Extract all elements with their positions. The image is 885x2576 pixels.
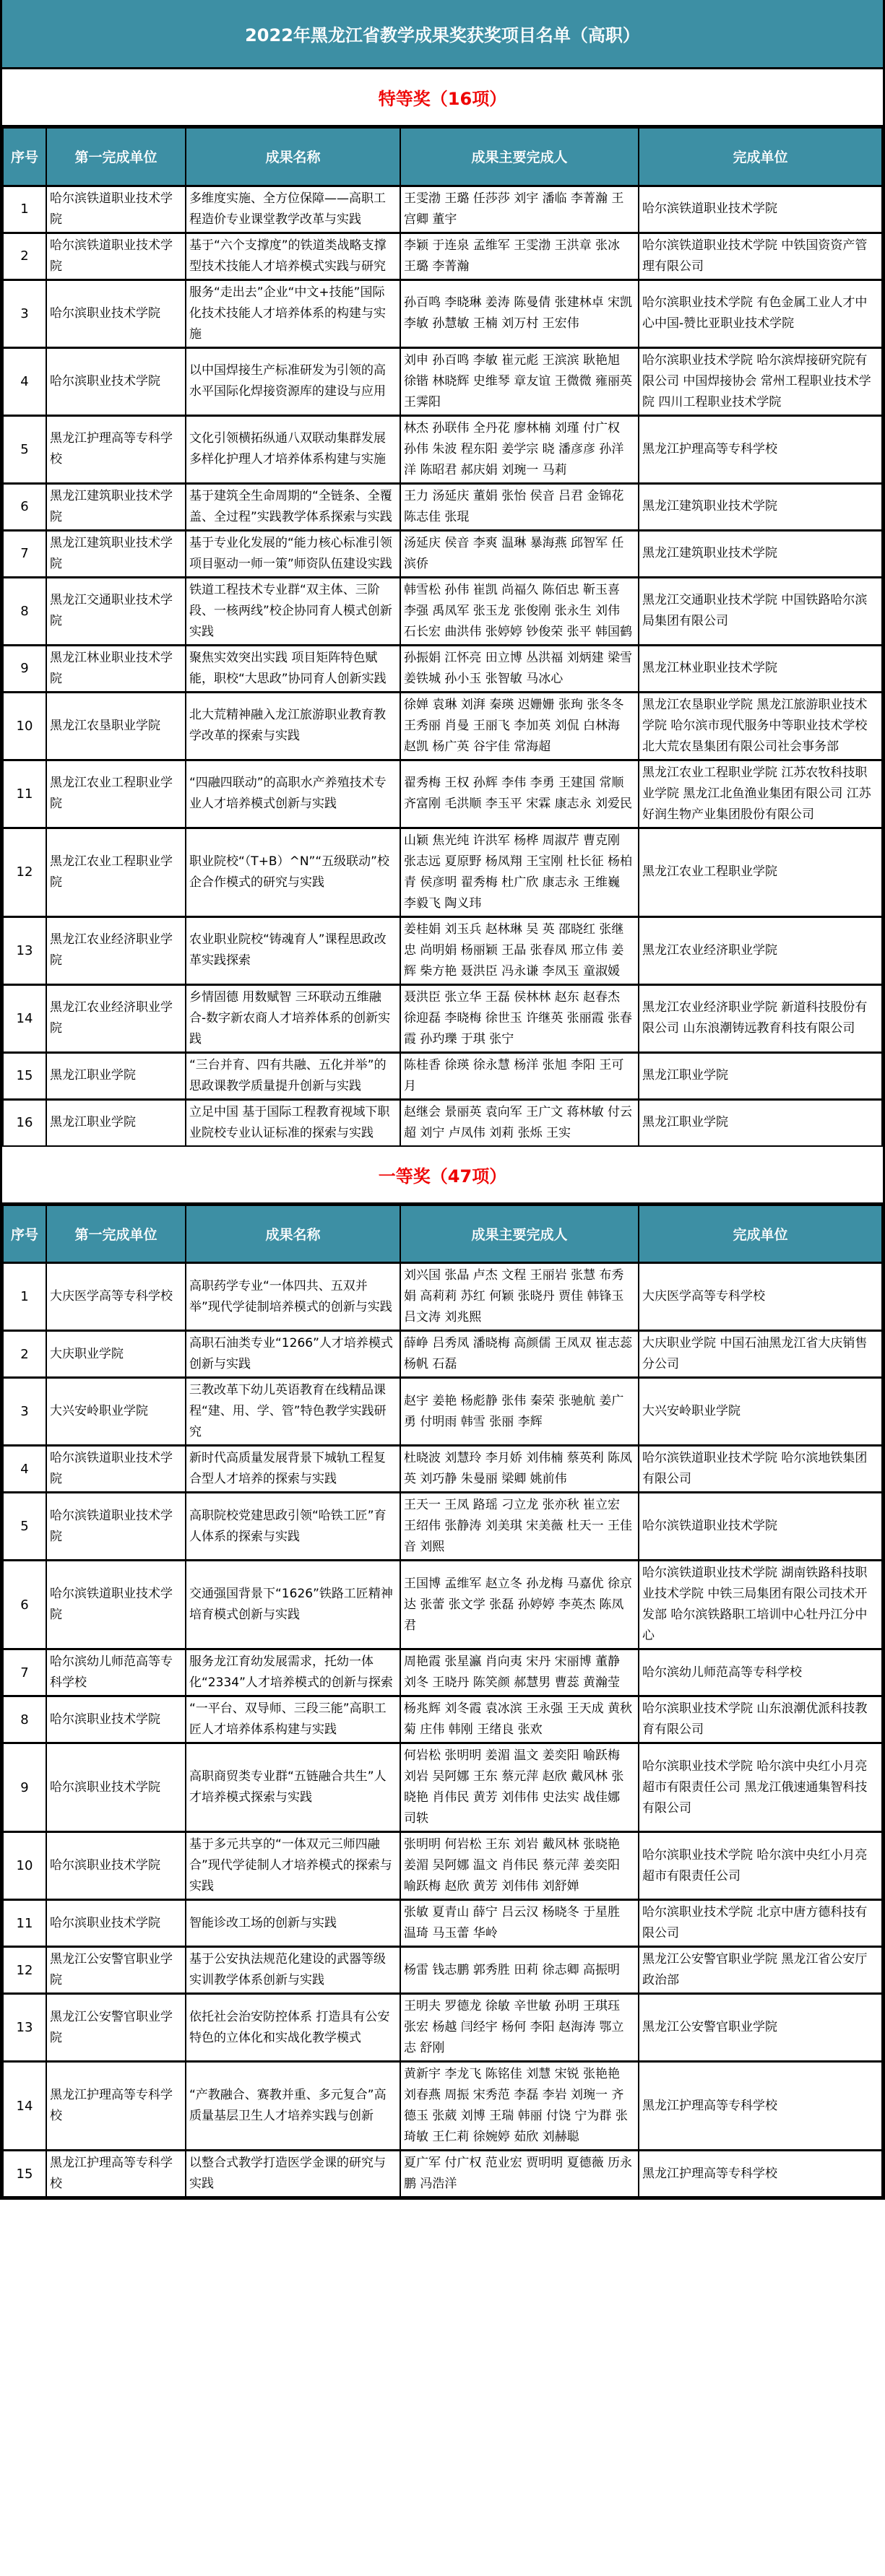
- main-contributors: 黄新宇 李龙飞 陈铭佳 刘慧 宋锐 张艳艳 刘春燕 周振 宋秀范 李磊 李岩 刘琬一 齐德玉 张葳 刘博 王瑞 韩丽 付饶 宁为群 张琦敏 王仁莉 徐婉婷 茹欣 刘赫聪: [400, 2062, 639, 2151]
- main-contributors: 杜晓波 刘慧玲 李月娇 刘伟楠 蔡英利 陈凤英 刘巧静 朱曼丽 梁卿 姚前伟: [400, 1446, 639, 1493]
- completing-units: 哈尔滨铁道职业技术学院 湖南铁路科技职业技术学院 中铁三局集团有限公司技术开发部 哈尔滨铁路职工培训中心牡丹江分中心: [639, 1561, 882, 1649]
- row-number: 1: [3, 186, 46, 233]
- table-header-row: [3, 128, 882, 186]
- row-number: 15: [3, 1052, 46, 1099]
- completing-units: 哈尔滨铁道职业技术学院: [639, 186, 882, 233]
- main-contributors: 翟秀梅 王权 孙辉 李伟 李勇 王建国 常顺 齐富刚 毛洪顺 李玉平 宋霖 康志永 刘爱民: [400, 760, 639, 828]
- achievement-name: 服务“走出去”企业“中文+技能”国际化技术技能人才培养体系的构建与实施: [186, 279, 400, 347]
- row-number: 10: [3, 692, 46, 760]
- main-contributors: 孙振娟 江怀亮 田立博 丛洪福 刘炳建 梁雪 姜铁城 孙小玉 张智敏 马冰心: [400, 645, 639, 692]
- row-number: 11: [3, 1900, 46, 1947]
- first-completing-unit: 黑龙江农业工程职业学院: [46, 828, 186, 916]
- row-number: 13: [3, 916, 46, 984]
- achievement-name: 基于公安执法规范化建设的武器等级实训教学体系创新与实践: [186, 1947, 400, 1994]
- row-number: 3: [3, 279, 46, 347]
- first-completing-unit: 黑龙江建筑职业技术学院: [46, 530, 186, 577]
- main-contributors: 王雯渤 王璐 任莎莎 刘宇 潘临 李菁瀚 王宫卿 董宇: [400, 186, 639, 233]
- table-row: [3, 1099, 882, 1146]
- page-title: 2022年黑龙江省教学成果奖获奖项目名单（高职）: [2, 0, 883, 69]
- completing-units: 哈尔滨职业技术学院 有色金属工业人才中心中国-赞比亚职业技术学院: [639, 279, 882, 347]
- achievement-name: 农业职业院校“铸魂育人”课程思政改革实践探索: [186, 916, 400, 984]
- row-number: 12: [3, 828, 46, 916]
- first-completing-unit: 哈尔滨职业技术学院: [46, 1832, 186, 1900]
- main-contributors: 张明明 何岩松 王东 刘岩 戴风林 张晓艳 姜湄 吴阿娜 温文 肖伟民 蔡元萍 姜奕阳 喻跃梅 赵欣 黄芳 刘伟伟 刘舒婵: [400, 1832, 639, 1900]
- table-row: [3, 2151, 882, 2198]
- completing-units: 黑龙江建筑职业技术学院: [639, 483, 882, 530]
- row-number: 5: [3, 1493, 46, 1561]
- row-number: 8: [3, 577, 46, 645]
- completing-units: 黑龙江护理高等专科学校: [639, 415, 882, 483]
- completing-units: 黑龙江农业工程职业学院: [639, 828, 882, 916]
- row-number: 12: [3, 1947, 46, 1994]
- completing-units: 黑龙江农业工程职业学院 江苏农牧科技职业学院 黑龙江北鱼渔业集团有限公司 江苏好润生物产业集团股份有限公司: [639, 760, 882, 828]
- achievement-name: “三台并育、四有共融、五化并举”的思政课教学质量提升创新与实践: [186, 1052, 400, 1099]
- table-row: [3, 1331, 882, 1378]
- achievement-name: 基于建筑全生命周期的“全链条、全覆盖、全过程”实践教学体系探索与实践: [186, 483, 400, 530]
- table-row: [3, 1947, 882, 1994]
- first-completing-unit: 哈尔滨铁道职业技术学院: [46, 186, 186, 233]
- table-row: [3, 577, 882, 645]
- first-completing-unit: 黑龙江职业学院: [46, 1099, 186, 1146]
- completing-units: 黑龙江交通职业技术学院 中国铁路哈尔滨局集团有限公司: [639, 577, 882, 645]
- table-row: [3, 347, 882, 415]
- completing-units: 黑龙江建筑职业技术学院: [639, 530, 882, 577]
- row-number: 2: [3, 1331, 46, 1378]
- column-header-row-number: 序号: [3, 1205, 46, 1263]
- completing-units: 黑龙江林业职业技术学院: [639, 645, 882, 692]
- column-header-completing-units: 完成单位: [639, 1205, 882, 1263]
- row-number: 6: [3, 483, 46, 530]
- first-completing-unit: 哈尔滨幼儿师范高等专科学校: [46, 1649, 186, 1696]
- main-contributors: 王国博 孟维军 赵立冬 孙龙梅 马嘉优 徐京达 张蕾 张文学 张磊 孙婷婷 李英杰 陈凤君: [400, 1561, 639, 1649]
- table-row: [3, 760, 882, 828]
- row-number: 5: [3, 415, 46, 483]
- row-number: 7: [3, 1649, 46, 1696]
- achievement-name: “一平台、双导师、三段三能”高职工匠人才培养体系构建与实践: [186, 1696, 400, 1743]
- achievement-name: “四融四联动”的高职水产养殖技术专业人才培养模式创新与实践: [186, 760, 400, 828]
- table-row: [3, 1052, 882, 1099]
- main-contributors: 王力 汤延庆 董娟 张怡 侯音 吕君 金锦花 陈志佳 张琨: [400, 483, 639, 530]
- column-header-first-completing-unit: 第一完成单位: [46, 128, 186, 186]
- completing-units: 大庆职业学院 中国石油黑龙江省大庆销售分公司: [639, 1331, 882, 1378]
- completing-units: 黑龙江农业经济职业学院: [639, 916, 882, 984]
- achievement-name: 多维度实施、全方位保障——高职工程造价专业课堂教学改革与实践: [186, 186, 400, 233]
- main-contributors: 山颖 焦光纯 许洪军 杨桦 周淑芹 曹克刚 张志远 夏原野 杨凤翔 王宝刚 杜长征 杨柏青 侯彦明 翟秀梅 杜广欣 康志永 王维巍 李毅飞 陶义玮: [400, 828, 639, 916]
- table-row: [3, 1561, 882, 1649]
- completing-units: 哈尔滨幼儿师范高等专科学校: [639, 1649, 882, 1696]
- main-contributors: 赵宇 姜艳 杨彪静 张伟 秦荣 张驰航 姜广勇 付明雨 韩雪 张丽 李辉: [400, 1378, 639, 1446]
- achievement-name: 基于专业化发展的“能力核心标准引领 项目驱动一师一策”师资队伍建设实践: [186, 530, 400, 577]
- achievement-name: 三教改革下幼儿英语教育在线精品课程“建、用、学、管”特色教学实践研究: [186, 1378, 400, 1446]
- achievement-name: 高职石油类专业“1266”人才培养模式创新与实践: [186, 1331, 400, 1378]
- completing-units: 黑龙江公安警官职业学院: [639, 1994, 882, 2062]
- main-contributors: 徐婵 袁琳 刘湃 秦瑛 迟姗姗 张珣 张冬冬 王秀丽 肖曼 王丽飞 李加英 刘侃 白林海 赵凯 杨广英 谷宇佳 常海超: [400, 692, 639, 760]
- row-number: 4: [3, 1446, 46, 1493]
- achievement-name: 高职药学专业“一体四共、五双并举”现代学徒制培养模式的创新与实践: [186, 1263, 400, 1331]
- table-row: [3, 233, 882, 279]
- completing-units: 黑龙江护理高等专科学校: [639, 2151, 882, 2198]
- main-contributors: 林杰 孙联伟 全丹花 廖林楠 刘瑾 付广权 孙伟 朱波 程东阳 姜学宗 晓 潘彦彦 孙洋洋 陈昭君 郝庆娟 刘琬一 马莉: [400, 415, 639, 483]
- completing-units: 黑龙江职业学院: [639, 1099, 882, 1146]
- table-row: [3, 279, 882, 347]
- table-row: [3, 828, 882, 916]
- completing-units: 黑龙江公安警官职业学院 黑龙江省公安厅政治部: [639, 1947, 882, 1994]
- first-completing-unit: 哈尔滨职业技术学院: [46, 347, 186, 415]
- achievement-name: 以中国焊接生产标准研发为引领的高水平国际化焊接资源库的建设与应用: [186, 347, 400, 415]
- row-number: 16: [3, 1099, 46, 1146]
- column-header-row-number: 序号: [3, 128, 46, 186]
- achievement-name: 智能诊改工场的创新与实践: [186, 1900, 400, 1947]
- table-row: [3, 483, 882, 530]
- main-contributors: 杨兆辉 刘冬霞 袁冰滨 王永强 王天成 黄秋菊 庄伟 韩刚 王绪良 张欢: [400, 1696, 639, 1743]
- first-completing-unit: 哈尔滨铁道职业技术学院: [46, 233, 186, 279]
- table-row: [3, 1696, 882, 1743]
- achievement-name: 乡情固德 用数赋智 三环联动五维融合-数字新农商人才培养体系的创新实践: [186, 984, 400, 1052]
- table-row: [3, 1994, 882, 2062]
- main-contributors: 赵继会 景丽英 袁向军 王广文 蒋林敏 付云超 刘宁 卢凤伟 刘莉 张烁 王实: [400, 1099, 639, 1146]
- row-number: 15: [3, 2151, 46, 2198]
- achievement-name: 高职商贸类专业群“五链融合共生”人才培养模式探索与实践: [186, 1743, 400, 1832]
- row-number: 14: [3, 984, 46, 1052]
- completing-units: 哈尔滨职业技术学院 哈尔滨焊接研究院有限公司 中国焊接协会 常州工程职业技术学院 四川工程职业技术学院: [639, 347, 882, 415]
- first-completing-unit: 黑龙江农垦职业学院: [46, 692, 186, 760]
- completing-units: 哈尔滨职业技术学院 哈尔滨中央红小月亮超市有限责任公司 黑龙江俄速通集智科技有限公司: [639, 1743, 882, 1832]
- row-number: 1: [3, 1263, 46, 1331]
- row-number: 14: [3, 2062, 46, 2151]
- section-title: 一等奖（47项）: [2, 1147, 883, 1205]
- first-completing-unit: 黑龙江护理高等专科学校: [46, 2062, 186, 2151]
- row-number: 2: [3, 233, 46, 279]
- first-completing-unit: 黑龙江护理高等专科学校: [46, 2151, 186, 2198]
- achievement-name: 交通强国背景下“1626”铁路工匠精神培育模式创新与实践: [186, 1561, 400, 1649]
- first-completing-unit: 哈尔滨职业技术学院: [46, 1696, 186, 1743]
- achievement-name: 基于“六个支撑度”的铁道类战略支撑型技术技能人才培养模式实践与研究: [186, 233, 400, 279]
- completing-units: 哈尔滨职业技术学院 哈尔滨中央红小月亮超市有限责任公司: [639, 1832, 882, 1900]
- main-contributors: 汤延庆 侯音 李爽 温琳 暴海燕 邱智军 任滨侨: [400, 530, 639, 577]
- table-row: [3, 1263, 882, 1331]
- first-completing-unit: 哈尔滨铁道职业技术学院: [46, 1561, 186, 1649]
- completing-units: 大庆医学高等专科学校: [639, 1263, 882, 1331]
- achievement-name: “产教融合、赛教并重、多元复合”高质量基层卫生人才培养实践与创新: [186, 2062, 400, 2151]
- first-completing-unit: 哈尔滨职业技术学院: [46, 279, 186, 347]
- column-header-main-contributors: 成果主要完成人: [400, 128, 639, 186]
- main-contributors: 刘兴国 张晶 卢杰 文程 王丽岩 张慧 布秀娟 高莉莉 苏红 何颖 张晓丹 贾佳 韩锋玉 吕文涛 刘兆熙: [400, 1263, 639, 1331]
- first-completing-unit: 大兴安岭职业学院: [46, 1378, 186, 1446]
- main-contributors: 何岩松 张明明 姜湄 温文 姜奕阳 喻跃梅 刘岩 吴阿娜 王东 蔡元萍 赵欣 戴风林 张晓艳 肖伟民 黄芳 刘伟伟 史法实 战佳娜 司轶: [400, 1743, 639, 1832]
- achievement-name: 职业院校“（T+B）^N”“五级联动”校企合作模式的研究与实践: [186, 828, 400, 916]
- row-number: 9: [3, 1743, 46, 1832]
- completing-units: 黑龙江职业学院: [639, 1052, 882, 1099]
- first-completing-unit: 大庆医学高等专科学校: [46, 1263, 186, 1331]
- first-completing-unit: 哈尔滨铁道职业技术学院: [46, 1493, 186, 1561]
- first-completing-unit: 黑龙江交通职业技术学院: [46, 577, 186, 645]
- column-header-completing-units: 完成单位: [639, 128, 882, 186]
- main-contributors: 杨雷 钱志鹏 郭秀胜 田莉 徐志卿 高振明: [400, 1947, 639, 1994]
- completing-units: 哈尔滨职业技术学院 山东浪潮优派科技教育有限公司: [639, 1696, 882, 1743]
- main-contributors: 薛峥 吕秀凤 潘晓梅 高颜儒 王凤双 崔志蕊 杨帆 石磊: [400, 1331, 639, 1378]
- first-completing-unit: 哈尔滨职业技术学院: [46, 1743, 186, 1832]
- achievement-name: 文化引领横拓纵通八双联动集群发展多样化护理人才培养体系构建与实施: [186, 415, 400, 483]
- achievement-name: 新时代高质量发展背景下城轨工程复合型人才培养的探索与实践: [186, 1446, 400, 1493]
- main-contributors: 夏广军 付广权 范业宏 贾明明 夏德薇 历永鹏 冯浩洋: [400, 2151, 639, 2198]
- table-row: [3, 692, 882, 760]
- main-contributors: 王明夫 罗德龙 徐敏 辛世敏 孙明 王琪珏 张宏 杨越 闫经宇 杨何 李阳 赵海涛 鄂立志 舒刚: [400, 1994, 639, 2062]
- main-contributors: 韩雪松 孙伟 崔凯 尚福久 陈佰忠 靳玉喜 李强 禹凤军 张玉龙 张俊刚 张永生 刘伟 石长宏 曲洪伟 张婷婷 钞俊荣 张平 韩国鹤: [400, 577, 639, 645]
- table-row: [3, 984, 882, 1052]
- completing-units: 黑龙江农垦职业学院 黑龙江旅游职业技术学院 哈尔滨市现代服务中等职业技术学校 北大荒农垦集团有限公司社会事务部: [639, 692, 882, 760]
- completing-units: 大兴安岭职业学院: [639, 1378, 882, 1446]
- first-completing-unit: 哈尔滨铁道职业技术学院: [46, 1446, 186, 1493]
- main-contributors: 李颖 于连泉 孟维军 王雯渤 王洪章 张冰 王璐 李菁瀚: [400, 233, 639, 279]
- table-row: [3, 415, 882, 483]
- row-number: 10: [3, 1832, 46, 1900]
- achievement-name: 高职院校党建思政引领“哈铁工匠”育人体系的探索与实践: [186, 1493, 400, 1561]
- row-number: 3: [3, 1378, 46, 1446]
- table-header-row: [3, 1205, 882, 1263]
- column-header-achievement-name: 成果名称: [186, 128, 400, 186]
- row-number: 11: [3, 760, 46, 828]
- first-completing-unit: 黑龙江林业职业技术学院: [46, 645, 186, 692]
- completing-units: 哈尔滨铁道职业技术学院: [639, 1493, 882, 1561]
- column-header-achievement-name: 成果名称: [186, 1205, 400, 1263]
- table-row: [3, 1743, 882, 1832]
- main-contributors: 孙百鸣 李晓琳 姜涛 陈曼倩 张建林卓 宋凯 李敏 孙慧敏 王楠 刘万村 王宏伟: [400, 279, 639, 347]
- completing-units: 黑龙江护理高等专科学校: [639, 2062, 882, 2151]
- row-number: 7: [3, 530, 46, 577]
- table-row: [3, 1832, 882, 1900]
- row-number: 4: [3, 347, 46, 415]
- row-number: 13: [3, 1994, 46, 2062]
- main-contributors: 周艳霞 张星瀛 肖向夷 宋丹 宋丽博 董静 刘冬 王晓丹 陈笑颜 郝慧男 曹蕊 黄瀚莹: [400, 1649, 639, 1696]
- main-contributors: 刘申 孙百鸣 李敏 崔元彪 王滨滨 耿艳旭 徐锴 林晓辉 史维琴 章友谊 王微微 雍丽英 王霁阳: [400, 347, 639, 415]
- table-row: [3, 1649, 882, 1696]
- row-number: 6: [3, 1561, 46, 1649]
- first-completing-unit: 大庆职业学院: [46, 1331, 186, 1378]
- achievement-name: 铁道工程技术专业群“双主体、三阶段、一核两线”校企协同育人模式创新实践: [186, 577, 400, 645]
- main-contributors: 王天一 王凤 路瑶 刁立龙 张亦秋 崔立宏 王绍伟 张静涛 刘美琪 宋美薇 杜天一 王佳音 刘熙: [400, 1493, 639, 1561]
- completing-units: 哈尔滨铁道职业技术学院 中铁国资资产管理有限公司: [639, 233, 882, 279]
- first-completing-unit: 黑龙江护理高等专科学校: [46, 415, 186, 483]
- award-table: [2, 1205, 883, 2198]
- table-row: [3, 1493, 882, 1561]
- table-row: [3, 186, 882, 233]
- completing-units: 哈尔滨铁道职业技术学院 哈尔滨地铁集团有限公司: [639, 1446, 882, 1493]
- first-completing-unit: 黑龙江农业经济职业学院: [46, 984, 186, 1052]
- completing-units: 黑龙江农业经济职业学院 新道科技股份有限公司 山东浪潮铸远教育科技有限公司: [639, 984, 882, 1052]
- first-completing-unit: 黑龙江公安警官职业学院: [46, 1994, 186, 2062]
- main-contributors: 陈桂香 徐瑛 徐永慧 杨洋 张旭 李阳 王可月: [400, 1052, 639, 1099]
- table-row: [3, 645, 882, 692]
- table-row: [3, 2062, 882, 2151]
- sections-container: [2, 69, 883, 2198]
- main-contributors: 张敏 夏青山 薛宁 吕云汉 杨晓冬 于星胜 温琦 马玉蕾 华岭: [400, 1900, 639, 1947]
- achievement-name: 聚焦实效突出实践 项目矩阵特色赋能，职校“大思政”协同育人创新实践: [186, 645, 400, 692]
- award-table: [2, 127, 883, 1147]
- row-number: 9: [3, 645, 46, 692]
- first-completing-unit: 黑龙江农业工程职业学院: [46, 760, 186, 828]
- row-number: 8: [3, 1696, 46, 1743]
- achievement-name: 以整合式教学打造医学金课的研究与实践: [186, 2151, 400, 2198]
- completing-units: 哈尔滨职业技术学院 北京中唐方德科技有限公司: [639, 1900, 882, 1947]
- table-row: [3, 1378, 882, 1446]
- first-completing-unit: 黑龙江农业经济职业学院: [46, 916, 186, 984]
- achievement-name: 基于多元共享的“一体双元三师四融合”现代学徒制人才培养模式的探索与实践: [186, 1832, 400, 1900]
- table-row: [3, 1900, 882, 1947]
- achievement-name: 立足中国 基于国际工程教育视域下职业院校专业认证标准的探索与实践: [186, 1099, 400, 1146]
- column-header-first-completing-unit: 第一完成单位: [46, 1205, 186, 1263]
- first-completing-unit: 黑龙江建筑职业技术学院: [46, 483, 186, 530]
- first-completing-unit: 黑龙江职业学院: [46, 1052, 186, 1099]
- table-row: [3, 530, 882, 577]
- main-contributors: 姜桂娟 刘玉兵 赵林琳 吴 英 邵晓红 张继忠 尚明娟 杨丽颖 王晶 张春凤 邢立伟 姜辉 柴方艳 聂洪臣 冯永谦 李凤玉 童淑媛: [400, 916, 639, 984]
- achievement-name: 服务龙江育幼发展需求，托幼一体化“2334”人才培养模式的创新与探索: [186, 1649, 400, 1696]
- table-row: [3, 916, 882, 984]
- main-contributors: 聂洪臣 张立华 王磊 侯林林 赵东 赵春杰 徐迎磊 李晓梅 徐世玉 许继英 张丽霞 张春霞 孙玓瓅 于琪 张宁: [400, 984, 639, 1052]
- section-title: 特等奖（16项）: [2, 69, 883, 127]
- column-header-main-contributors: 成果主要完成人: [400, 1205, 639, 1263]
- first-completing-unit: 哈尔滨职业技术学院: [46, 1900, 186, 1947]
- table-row: [3, 1446, 882, 1493]
- first-completing-unit: 黑龙江公安警官职业学院: [46, 1947, 186, 1994]
- achievement-name: 依托社会治安防控体系 打造具有公安特色的立体化和实战化教学模式: [186, 1994, 400, 2062]
- achievement-name: 北大荒精神融入龙江旅游职业教育教学改革的探索与实践: [186, 692, 400, 760]
